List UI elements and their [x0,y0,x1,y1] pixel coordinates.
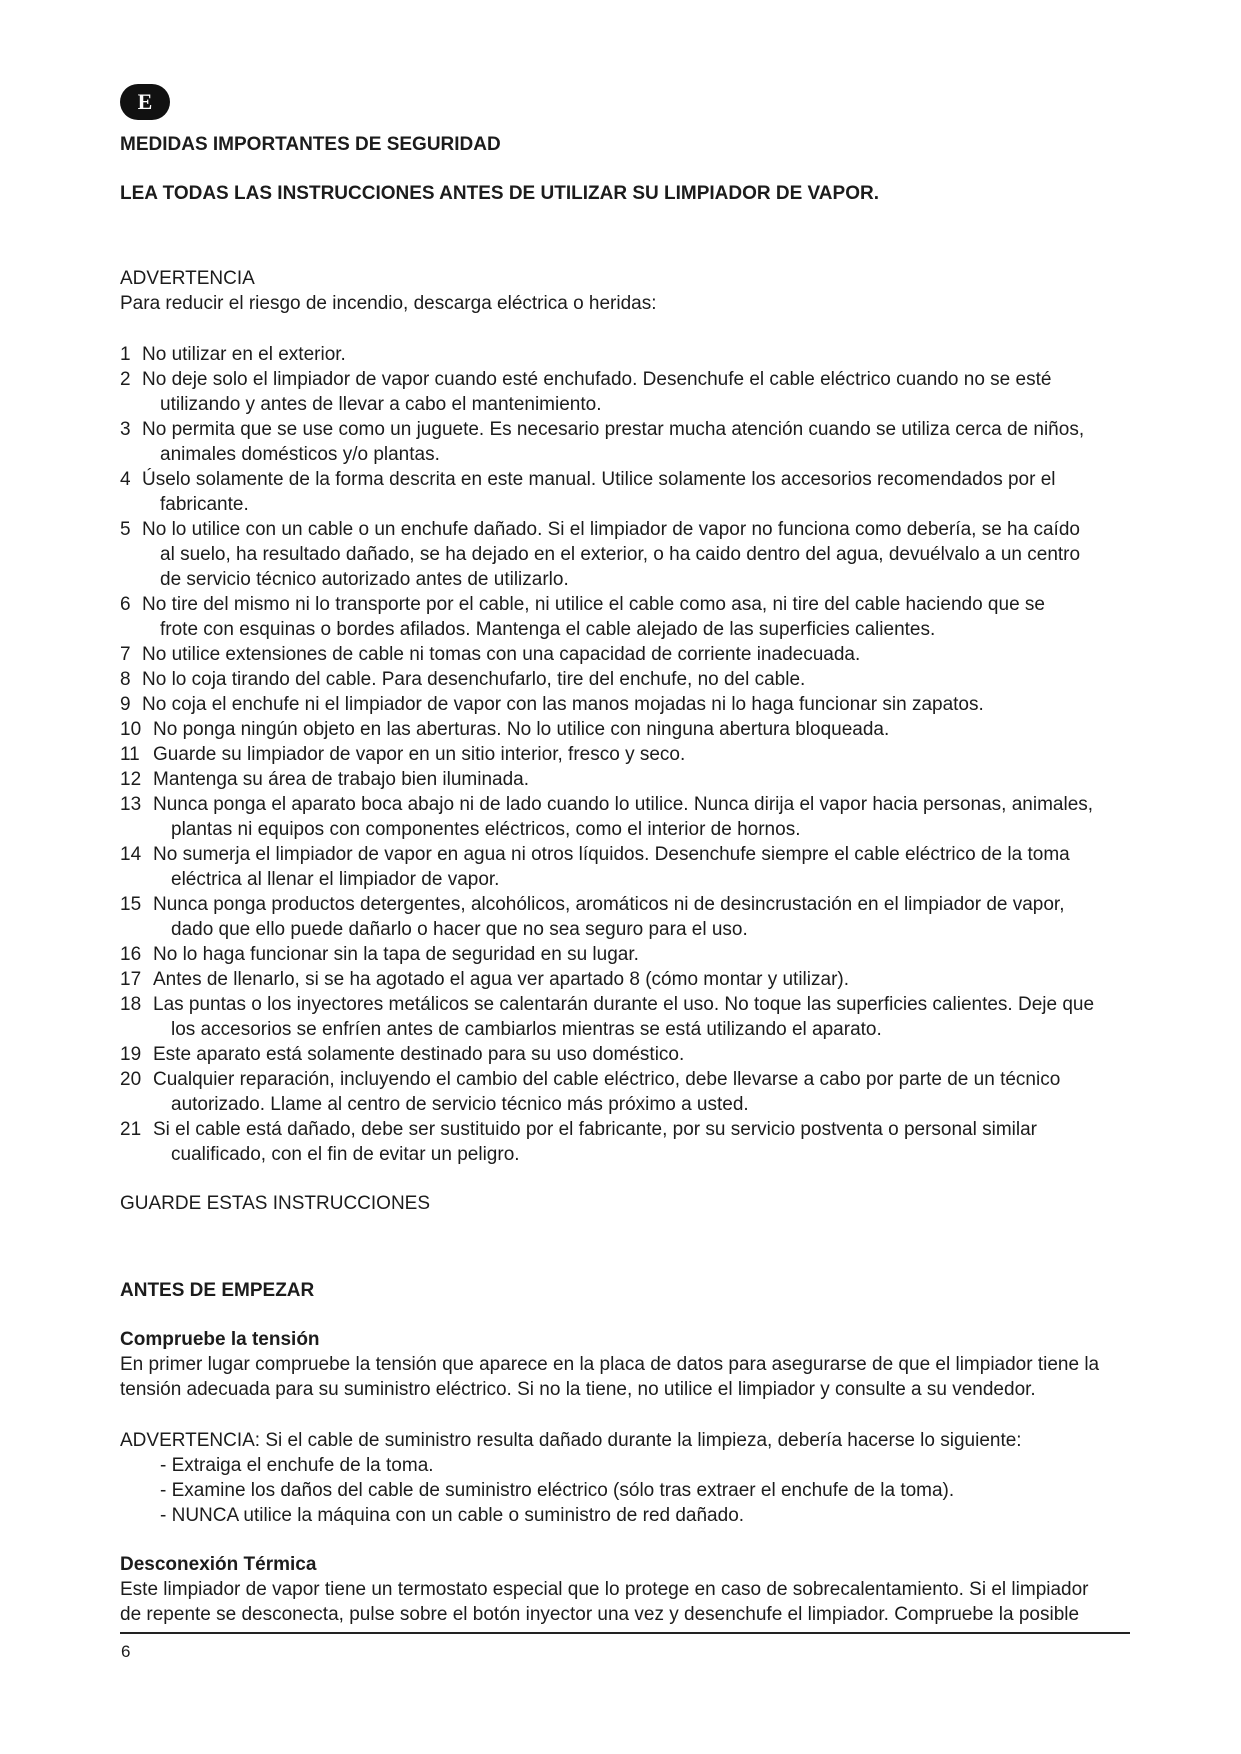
page-number: 6 [121,1642,131,1661]
item-text-continued: eléctrica al llenar el limpiador de vapor. [171,869,500,890]
item-number: 9 [120,694,131,715]
item-number: 13 [120,794,142,815]
subheading-voltage: Compruebe la tensión [120,1329,320,1350]
list-item [120,992,1130,1042]
item-text-continued: plantas ni equipos con componentes eléctricos, como el interior de hornos. [171,819,801,840]
item-number: 18 [120,994,142,1015]
list-item [120,417,1130,467]
item-text-continued: frote con esquinas o bordes afilados. Mantenga el cable alejado de las superficies calientes. [160,619,936,640]
item-text: No utilizar en el exterior. [142,344,346,365]
item-number: 11 [120,744,140,765]
list-item [120,592,1130,642]
item-number: 10 [120,719,142,740]
list-item [120,717,1130,742]
dash-item: - Examine los daños del cable de suministro eléctrico (sólo tras extraer el enchufe de la toma). [160,1480,955,1501]
warning-title: ADVERTENCIA [120,268,255,289]
item-text-continued: fabricante. [160,494,249,515]
item-number: 5 [120,519,131,540]
dash-item: - NUNCA utilice la máquina con un cable o suministro de red dañado. [160,1505,745,1526]
item-text-continued: animales domésticos y/o plantas. [160,444,440,465]
item-text-continued: de servicio técnico autorizado antes de utilizarlo. [160,569,569,590]
thermal-paragraph-line: de repente se desconecta, pulse sobre el botón inyector una vez y desenchufe el limpiador. Compruebe la posible [120,1604,1080,1625]
dash-item: - Extraiga el enchufe de la toma. [160,1455,434,1476]
voltage-paragraph-line: En primer lugar compruebe la tensión que aparece en la placa de datos para asegurarse de que el limpiador tiene la [120,1354,1100,1375]
item-text: Úselo solamente de la forma descrita en este manual. Utilice solamente los accesorios recomendados por el [142,469,1056,490]
item-text: Este aparato está solamente destinado para su uso doméstico. [153,1044,685,1065]
item-text-continued: cualificado, con el fin de evitar un peligro. [171,1144,520,1165]
thermal-paragraph-line: Este limpiador de vapor tiene un termostato especial que lo protege en caso de sobrecalentamiento. Si el limpiador [120,1579,1089,1600]
list-item [120,767,1130,792]
item-number: 7 [120,644,131,665]
item-text: Antes de llenarlo, si se ha agotado el agua ver apartado 8 (cómo montar y utilizar). [153,969,849,990]
list-item [120,742,1130,767]
list-item [120,1042,1130,1067]
item-text: Nunca ponga productos detergentes, alcohólicos, aromáticos ni de desincrustación en el limpiador de vapor, [153,894,1065,915]
list-item [120,792,1130,842]
item-text: No lo coja tirando del cable. Para desenchufarlo, tire del enchufe, no del cable. [142,669,806,690]
list-item [120,642,1130,667]
list-item [120,1117,1130,1167]
list-item [120,692,1130,717]
item-number: 6 [120,594,131,615]
item-number: 2 [120,369,131,390]
list-item [120,667,1130,692]
item-text: No lo haga funcionar sin la tapa de seguridad en su lugar. [153,944,639,965]
list-item [120,967,1130,992]
item-text: No tire del mismo ni lo transporte por el cable, ni utilice el cable como asa, ni tire del cable haciendo que se [142,594,1045,615]
keep-instructions-note: GUARDE ESTAS INSTRUCCIONES [120,1193,431,1214]
item-text: No coja el enchufe ni el limpiador de vapor con las manos mojadas ni lo haga funcionar sin zapatos. [142,694,984,715]
list-item [120,367,1130,417]
item-number: 16 [120,944,142,965]
item-number: 14 [120,844,142,865]
footer-divider [120,1632,1130,1634]
item-text: Nunca ponga el aparato boca abajo ni de lado cuando lo utilice. Nunca dirija el vapor hacia personas, animales, [153,794,1094,815]
list-item [120,892,1130,942]
item-text: Guarde su limpiador de vapor en un sitio interior, fresco y seco. [153,744,686,765]
item-number: 20 [120,1069,142,1090]
cable-warning: ADVERTENCIA: Si el cable de suministro resulta dañado durante la limpieza, debería hacerse lo siguiente: [120,1430,1022,1451]
item-text: No lo utilice con un cable o un enchufe dañado. Si el limpiador de vapor no funciona como debería, se ha caído [142,519,1080,540]
list-item [120,517,1130,592]
safety-heading: MEDIDAS IMPORTANTES DE SEGURIDAD [120,134,501,155]
section-heading: ANTES DE EMPEZAR [120,1280,315,1301]
list-item [120,1067,1130,1117]
item-text-continued: utilizando y antes de llevar a cabo el mantenimiento. [160,394,602,415]
list-item [120,342,1130,367]
language-badge: E [120,84,170,120]
item-text: Las puntas o los inyectores metálicos se calentarán durante el uso. No toque las superficies calientes. Deje que [153,994,1095,1015]
item-number: 8 [120,669,131,690]
item-text-continued: autorizado. Llame al centro de servicio técnico más próximo a usted. [171,1094,749,1115]
item-number: 4 [120,469,131,490]
item-text-continued: los accesorios se enfríen antes de cambiarlos mientras se está utilizando el aparato. [171,1019,882,1040]
voltage-paragraph-line: tensión adecuada para su suministro eléctrico. Si no la tiene, no utilice el limpiador y consulte a su vendedor. [120,1379,1036,1400]
subheading-thermal: Desconexión Térmica [120,1554,317,1575]
item-text: No ponga ningún objeto en las aberturas. No lo utilice con ninguna abertura bloqueada. [153,719,890,740]
item-text-continued: al suelo, ha resultado dañado, se ha dejado en el exterior, o ha caido dentro del agua, devuélvalo a un centro [160,544,1081,565]
item-number: 21 [120,1119,142,1140]
item-number: 15 [120,894,142,915]
list-item [120,942,1130,967]
warning-intro: Para reducir el riesgo de incendio, descarga eléctrica o heridas: [120,293,657,314]
item-text: No deje solo el limpiador de vapor cuando esté enchufado. Desenchufe el cable eléctrico cuando no se esté [142,369,1052,390]
item-number: 12 [120,769,142,790]
item-number: 17 [120,969,142,990]
safety-list [120,342,1130,1167]
item-text: No utilice extensiones de cable ni tomas con una capacidad de corriente inadecuada. [142,644,861,665]
item-text: Mantenga su área de trabajo bien iluminada. [153,769,530,790]
item-text: Cualquier reparación, incluyendo el cambio del cable eléctrico, debe llevarse a cabo por parte de un técnico [153,1069,1061,1090]
item-text-continued: dado que ello puede dañarlo o hacer que no sea seguro para el uso. [171,919,748,940]
item-text: No sumerja el limpiador de vapor en agua ni otros líquidos. Desenchufe siempre el cable eléctrico de la toma [153,844,1070,865]
item-text: Si el cable está dañado, debe ser sustituido por el fabricante, por su servicio postventa o personal similar [153,1119,1037,1140]
item-text: No permita que se use como un juguete. Es necesario prestar mucha atención cuando se utiliza cerca de niños, [142,419,1085,440]
item-number: 1 [120,344,131,365]
read-instructions-heading: LEA TODAS LAS INSTRUCCIONES ANTES DE UTILIZAR SU LIMPIADOR DE VAPOR. [120,183,879,204]
item-number: 19 [120,1044,142,1065]
list-item [120,842,1130,892]
list-item [120,467,1130,517]
page-content [120,132,1130,1627]
item-number: 3 [120,419,131,440]
